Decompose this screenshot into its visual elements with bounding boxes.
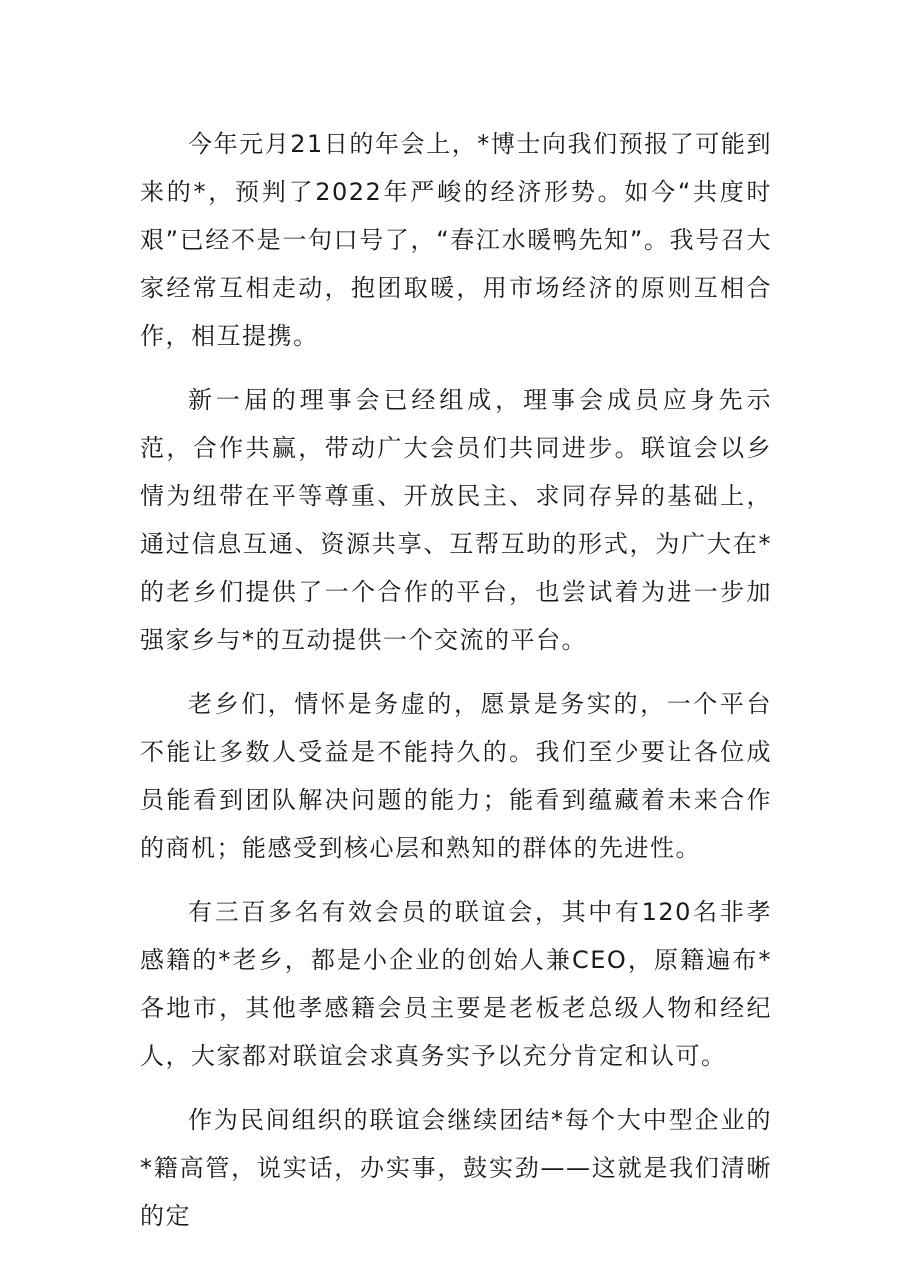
document-body bbox=[140, 120, 772, 1256]
paragraph-positioning: 作为民间组织的联谊会继续团结*每个大中型企业的*籍高管，说实话，办实事，鼓实劲——这就是我们清晰的定 bbox=[140, 1106, 772, 1230]
paragraph-annual-meeting: 今年元月21日的年会上，*博士向我们预报了可能到来的*，预判了2022年严峻的经济形势。如今“共度时艰”已经不是一句口号了，“春江水暖鸭先知”。我号召大家经常互相走动，抱团取暖，用市场经济的原则互相合作，相互提携。 bbox=[140, 130, 772, 350]
paragraph-council: 新一届的理事会已经组成，理事会成员应身先示范，合作共赢，带动广大会员们共同进步。联谊会以乡情为纽带在平等尊重、开放民主、求同存异的基础上，通过信息互通、资源共享、互帮互助的形式，为广大在*的老乡们提供了一个合作的平台，也尝试着为进一步加强家乡与*的互动提供一个交流的平台。 bbox=[140, 386, 772, 654]
paragraph-members: 有三百多名有效会员的联谊会，其中有120名非孝感籍的*老乡，都是小企业的创始人兼CEO，原籍遍布*各地市，其他孝感籍会员主要是老板老总级人物和经纪人，大家都对联谊会求真务实予以充分肯定和认可。 bbox=[140, 898, 772, 1070]
paragraph-vision: 老乡们，情怀是务虚的，愿景是务实的，一个平台不能让多数人受益是不能持久的。我们至少要让各位成员能看到团队解决问题的能力；能看到蕴藏着未来合作的商机；能感受到核心层和熟知的群体的先进性。 bbox=[140, 690, 772, 862]
